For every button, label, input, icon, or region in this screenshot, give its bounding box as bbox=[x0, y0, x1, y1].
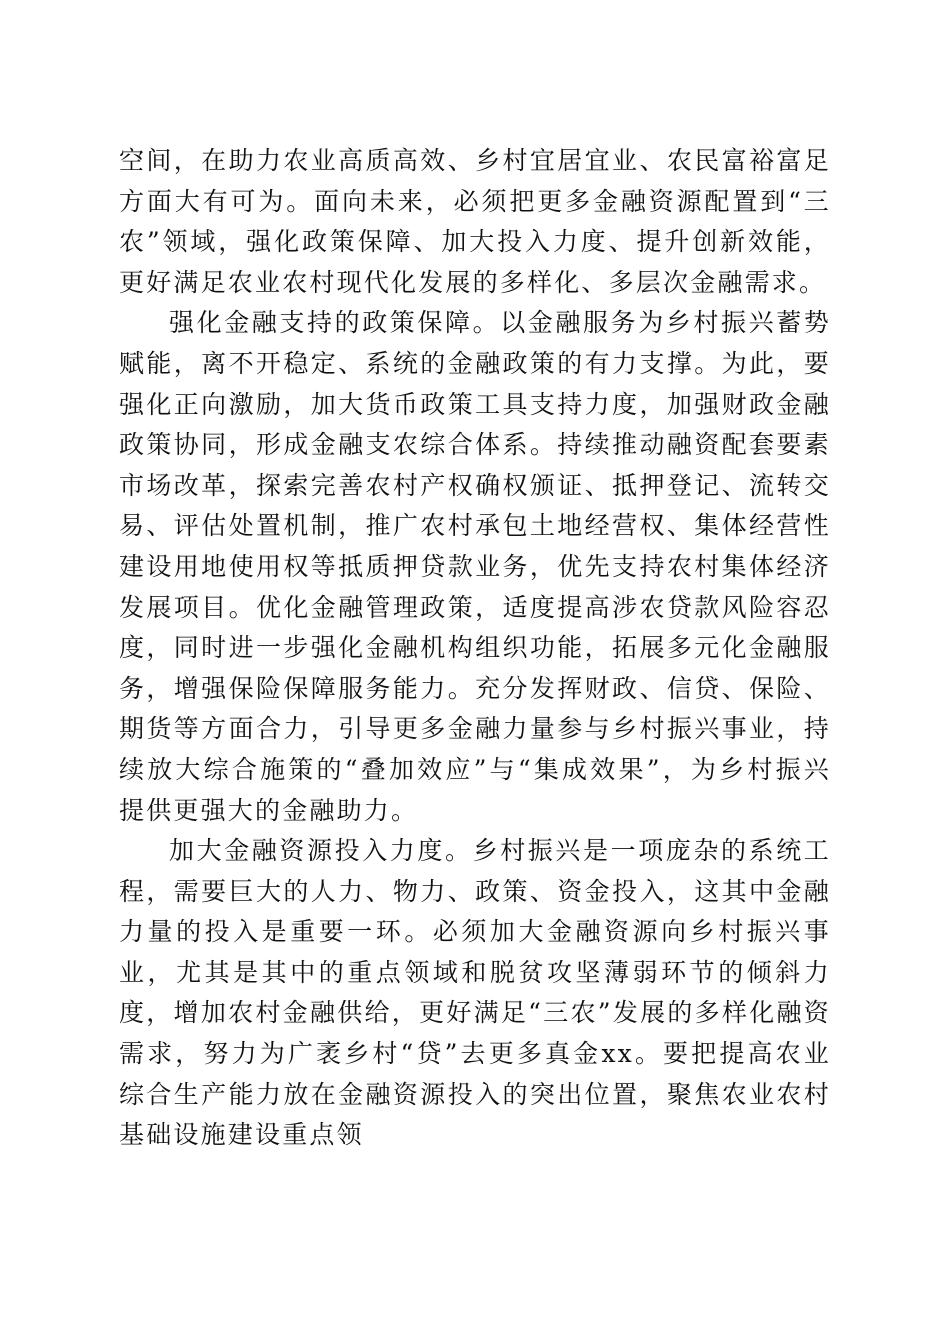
paragraph-1: 空间，在助力农业高质高效、乡村宜居宜业、农民富裕富足方面大有可为。面向未来，必须把更多金融资源配置到“三农”领域，强化政策保障、加大投入力度、提升创新效能，更好满足农业农村现代化发展的多样化、多层次金融需求。 bbox=[119, 146, 831, 297]
paragraph-3: 加大金融资源投入力度。乡村振兴是一项庞杂的系统工程，需要巨大的人力、物力、政策、资金投入，这其中金融力量的投入是重要一环。必须加大金融资源向乡村振兴事业，尤其是其中的重点领域和脱贫攻坚薄弱环节的倾斜力度，增加农村金融供给，更好满足“三农”发展的多样化融资需求，努力为广袤乡村“贷”去更多真金xx。要把提高农业综合生产能力放在金融资源投入的突出位置，聚焦农业农村基础设施建设重点领 bbox=[119, 836, 831, 1150]
paragraph-2: 强化金融支持的政策保障。以金融服务为乡村振兴蓄势赋能，离不开稳定、系统的金融政策的有力支撑。为此，要强化正向激励，加大货币政策工具支持力度，加强财政金融政策协同，形成金融支农综合体系。持续推动融资配套要素市场改革，探索完善农村产权确权颁证、抵押登记、流转交易、评估处置机制，推广农村承包土地经营权、集体经营性建设用地使用权等抵质押贷款业务，优先支持农村集体经济发展项目。优化金融管理政策，适度提高涉农贷款风险容忍度，同时进一步强化金融机构组织功能，拓展多元化金融服务，增强保险保障服务能力。充分发挥财政、信贷、保险、期货等方面合力，引导更多金融力量参与乡村振兴事业，持续放大综合施策的“叠加效应”与“集成效果”，为乡村振兴提供更强大的金融助力。 bbox=[119, 308, 831, 825]
document-body bbox=[119, 141, 831, 1156]
